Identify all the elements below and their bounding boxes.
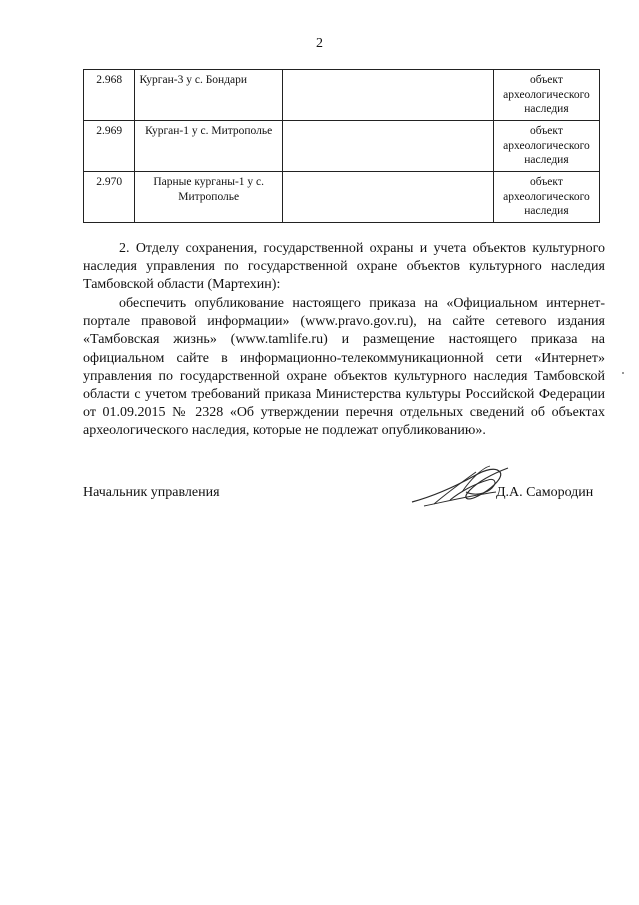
object-status: объект археологического наследия	[493, 121, 599, 172]
empty-cell	[282, 172, 493, 223]
object-status: объект археологического наследия	[493, 172, 599, 223]
object-status: объект археологического наследия	[493, 70, 599, 121]
page-number: 2	[316, 36, 323, 51]
table-row	[84, 70, 600, 121]
paragraph-instruction: 2. Отделу сохранения, государственной охраны и учета объектов культурного наследия управления по государственной охране объектов культурного наследия Тамбовской области (Мартехин):	[83, 241, 605, 293]
heritage-objects-table	[83, 69, 600, 223]
signatory-name: Д.А. Самородин	[496, 485, 594, 500]
table-row	[84, 172, 600, 223]
row-number: 2.968	[84, 70, 135, 121]
empty-cell	[282, 70, 493, 121]
row-number: 2.970	[84, 172, 135, 223]
object-name: Курган-1 у с. Митрополье	[135, 121, 282, 172]
row-number: 2.969	[84, 121, 135, 172]
object-name: Парные курганы-1 у с. Митрополье	[135, 172, 282, 223]
table-row	[84, 121, 600, 172]
paragraph-publication: обеспечить опубликование настоящего приказа на «Официальном интернет-портале правовой информации» (www.pravo.gov.ru), на сайте сетевого издания «Тамбовская жизнь» (www.tamlife.ru) и размещение настоящего приказа на официальном сайте в информационно-телекоммуникационной сети «Интернет» управления по государственной охране объектов культурного наследия Тамбовской области с учетом требований приказа Министерства культуры Российской Федерации от 01.09.2015 № 2328 «Об утверждении перечня отдельных сведений об объектах археологического наследия, которые не подлежат опубликованию».	[83, 296, 605, 439]
empty-cell	[282, 121, 493, 172]
scan-speck	[622, 372, 624, 374]
object-name: Курган-3 у с. Бондари	[135, 70, 282, 121]
signatory-title: Начальник управления	[83, 485, 220, 500]
